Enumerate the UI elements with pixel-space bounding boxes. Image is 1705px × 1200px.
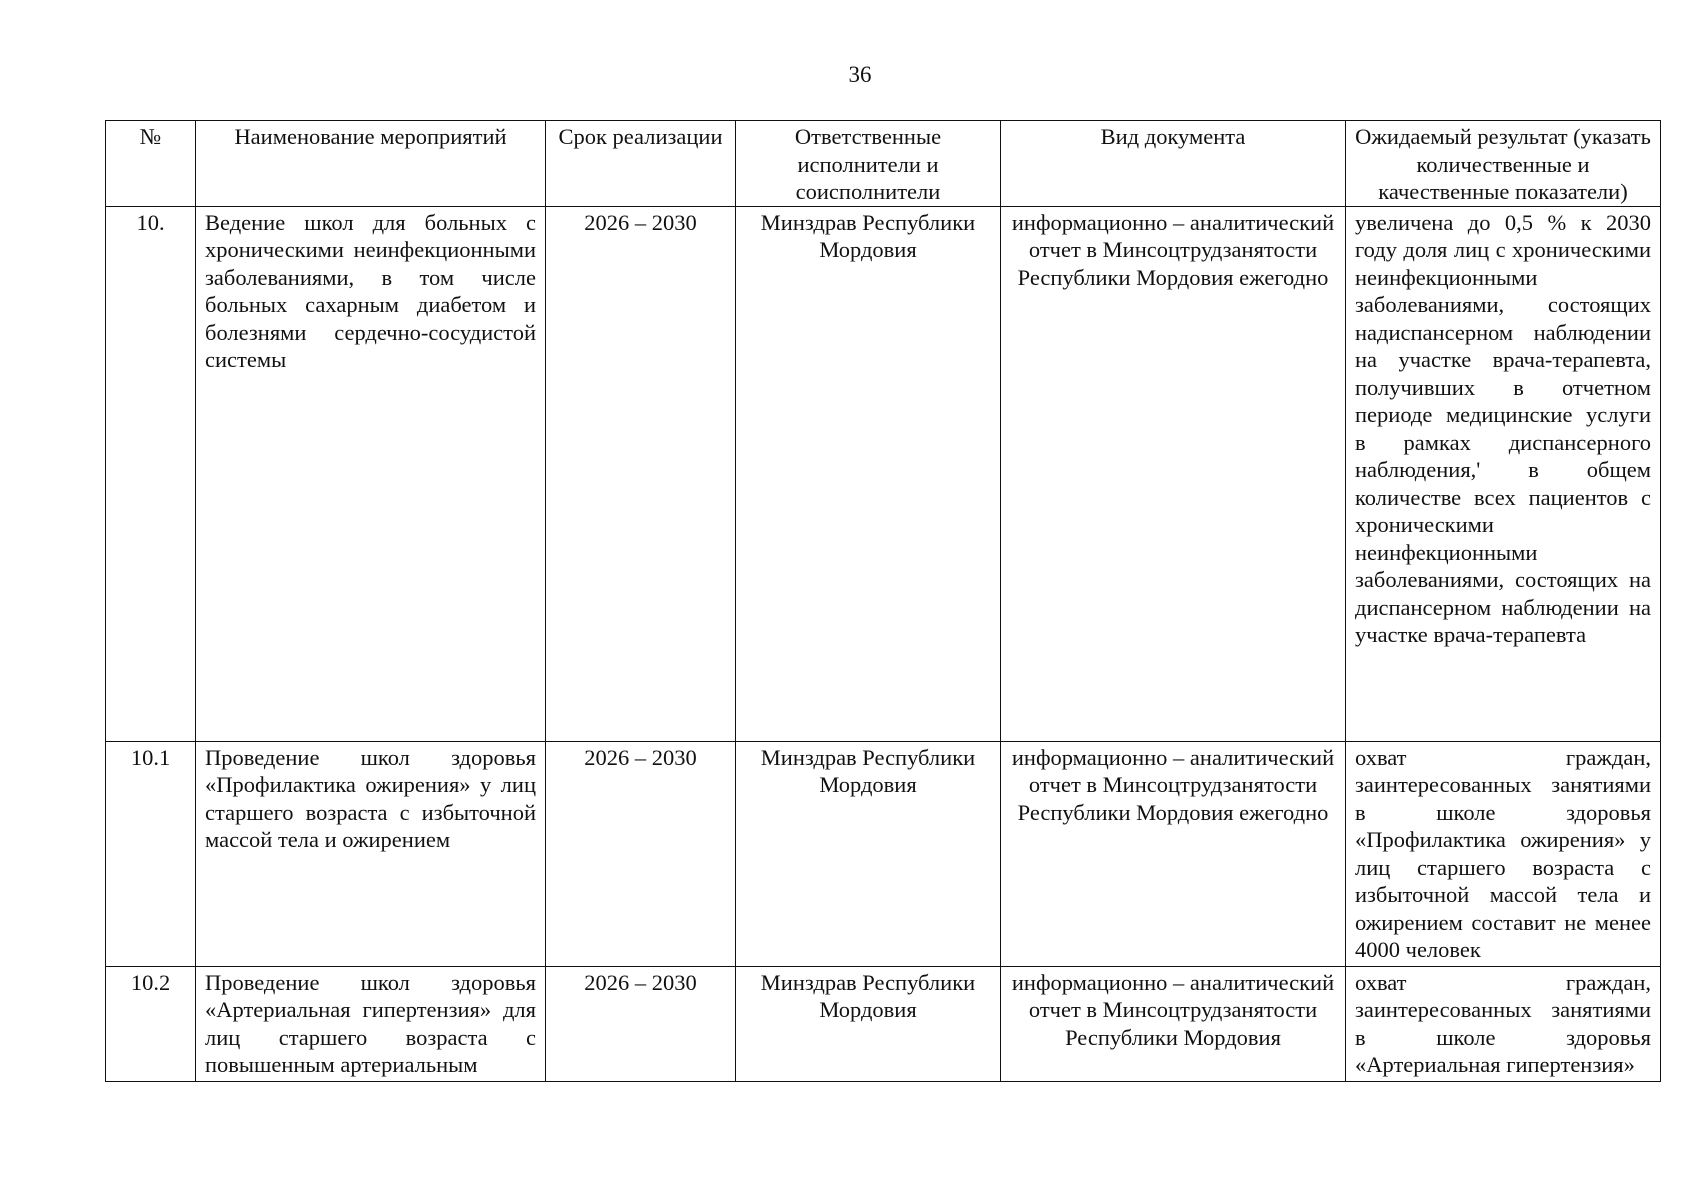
term: 2026 – 2030 [546,966,736,1081]
document-type: информационно – аналитический отчет в Минсоцтрудзанятости Республики Мордовия ежегодно [1001,741,1346,966]
document-type: информационно – аналитический отчет в Минсоцтрудзанятости Республики Мордовия ежегодно [1001,206,1346,741]
expected-result: охват граждан, заинтересованных занятиями в школе здоровья «Артериальная гипертензия» [1346,966,1661,1081]
responsible: Минздрав Республики Мордовия [736,206,1001,741]
document-type: информационно – аналитический отчет в Минсоцтрудзанятости Республики Мордовия [1001,966,1346,1081]
measures-table [105,120,1661,1082]
header-measure-name: Наименование мероприятий [196,121,546,207]
header-number: № [106,121,196,207]
table-row [106,966,1661,1081]
responsible: Минздрав Республики Мордовия [736,741,1001,966]
row-number: 10. [106,206,196,741]
header-term: Срок реализации [546,121,736,207]
row-number: 10.1 [106,741,196,966]
table-row [106,206,1661,741]
header-expected-result: Ожидаемый результат (указать количественные и качественные показатели) [1346,121,1661,207]
responsible: Минздрав Республики Мордовия [736,966,1001,1081]
expected-result: увеличена до 0,5 % к 2030 году доля лиц с хроническими неинфекционными заболеваниями, состоящих надиспансерном наблюдении на участке врача-терапевта, получивших в отчетном периоде медицинские услуги в рамках диспансерного наблюдения,' в общем количестве всех пациентов с хроническими неинфекционными заболеваниями, состоящих на диспансерном наблюдении на участке врача-терапевта [1346,206,1661,741]
term: 2026 – 2030 [546,741,736,966]
measure-name: Ведение школ для больных с хроническими неинфекционными заболеваниями, в том числе больных сахарным диабетом и болезнями сердечно-сосудистой системы [196,206,546,741]
header-responsible: Ответственные исполнители и соисполнители [736,121,1001,207]
expected-result: охват граждан, заинтересованных занятиями в школе здоровья «Профилактика ожирения» у лиц старшего возраста с избыточной массой тела и ожирением составит не менее 4000 человек [1346,741,1661,966]
measure-name: Проведение школ здоровья «Профилактика ожирения» у лиц старшего возраста с избыточной массой тела и ожирением [196,741,546,966]
row-number: 10.2 [106,966,196,1081]
page-number: 36 [848,62,872,87]
measure-name: Проведение школ здоровья «Артериальная гипертензия» для лиц старшего возраста с повышенным артериальным [196,966,546,1081]
table-header-row [106,121,1661,207]
term: 2026 – 2030 [546,206,736,741]
table-row [106,741,1661,966]
header-document-type: Вид документа [1001,121,1346,207]
